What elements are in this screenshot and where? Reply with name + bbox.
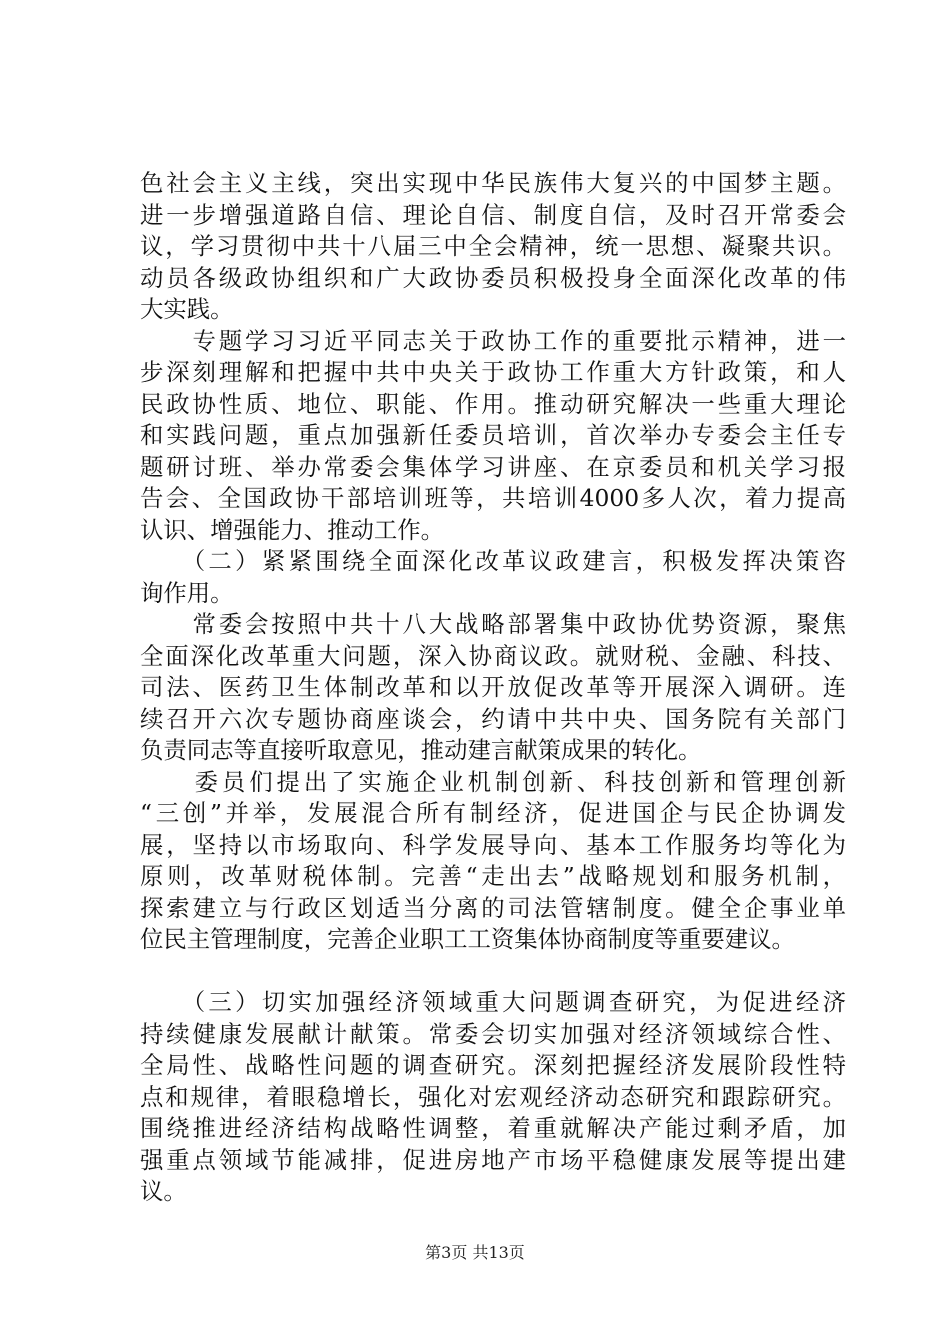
text-line: 持续健康发展献计献策。常委会切实加强对经济领域综合性、 (140, 1019, 846, 1048)
text-line: 原则，改革财税体制。完善“走出去”战略规划和服务机制， (140, 862, 846, 890)
text-line: 和实践问题，重点加强新任委员培训，首次举办专委会主任专 (140, 421, 846, 449)
text-line: 全局性、战略性问题的调查研究。深刻把握经济发展阶段性特 (140, 1051, 846, 1079)
document-body (140, 168, 846, 1208)
text-line: 全面深化改革重大问题，深入协商议政。就财税、金融、科技、 (140, 641, 846, 670)
text-line: “三创”并举，发展混合所有制经济，促进国企与民企协调发 (140, 799, 846, 827)
text-line: （三）切实加强经济领域重大问题调查研究，为促进经济 (140, 988, 846, 1016)
text-line: 强重点领域节能减排，促进房地产市场平稳健康发展等提出建 (140, 1145, 846, 1174)
paragraph (140, 609, 846, 767)
text-line: 司法、医药卫生体制改革和以开放促改革等开展深入调研。连 (140, 673, 846, 701)
paragraph (140, 326, 846, 547)
text-line: 询作用。 (140, 578, 234, 607)
text-line: 题研讨班、举办常委会集体学习讲座、在京委员和机关学习报 (140, 452, 846, 481)
text-line: （二）紧紧围绕全面深化改革议政建言，积极发挥决策咨 (140, 547, 846, 575)
text-line: 负责同志等直接听取意见，推动建言献策成果的转化。 (140, 736, 702, 764)
text-line: 点和规律，着眼稳增长，强化对宏观经济动态研究和跟踪研究。 (140, 1082, 846, 1111)
text-line: 议，学习贯彻中共十八届三中全会精神，统一思想、凝聚共识。 (140, 232, 846, 260)
page-number-footer: 第3页 共13页 (425, 1243, 525, 1262)
paragraph (140, 546, 846, 609)
text-line: 认识、增强能力、推动工作。 (140, 515, 445, 544)
text-line: 专题学习习近平同志关于政协工作的重要批示精神，进一 (140, 326, 846, 355)
text-line: 民政协性质、地位、职能、作用。推动研究解决一些重大理论 (140, 389, 846, 418)
text-line: 展，坚持以市场取向、科学发展导向、基本工作服务均等化为 (140, 830, 846, 859)
text-line (140, 956, 846, 988)
text-line: 探索建立与行政区划适当分离的司法管辖制度。健全企事业单 (140, 893, 846, 922)
text-line: 色社会主义主线，突出实现中华民族伟大复兴的中国梦主题。 (140, 169, 846, 197)
text-line: 动员各级政协组织和广大政协委员积极投身全面深化改革的伟 (140, 263, 846, 292)
text-line: 围绕推进经济结构战略性调整，着重就解决产能过剩矛盾，加 (140, 1114, 846, 1142)
text-line: 委员们提出了实施企业机制创新、科技创新和管理创新 (140, 767, 846, 796)
paragraph (140, 956, 846, 1208)
text-line: 常委会按照中共十八大战略部署集中政协优势资源，聚焦 (140, 610, 846, 638)
text-line: 位民主管理制度，完善企业职工工资集体协商制度等重要建议。 (140, 925, 795, 953)
text-line: 进一步增强道路自信、理论自信、制度自信，及时召开常委会 (140, 200, 846, 229)
text-line: 续召开六次专题协商座谈会，约请中共中央、国务院有关部门 (140, 704, 846, 733)
text-line: 步深刻理解和把握中共中央关于政协工作重大方针政策，和人 (140, 358, 846, 386)
text-line: 告会、全国政协干部培训班等，共培训4000多人次，着力提高 (140, 484, 846, 512)
paragraph (140, 168, 846, 326)
paragraph (140, 767, 846, 956)
text-line: 大实践。 (140, 295, 234, 323)
text-line: 议。 (140, 1177, 187, 1205)
